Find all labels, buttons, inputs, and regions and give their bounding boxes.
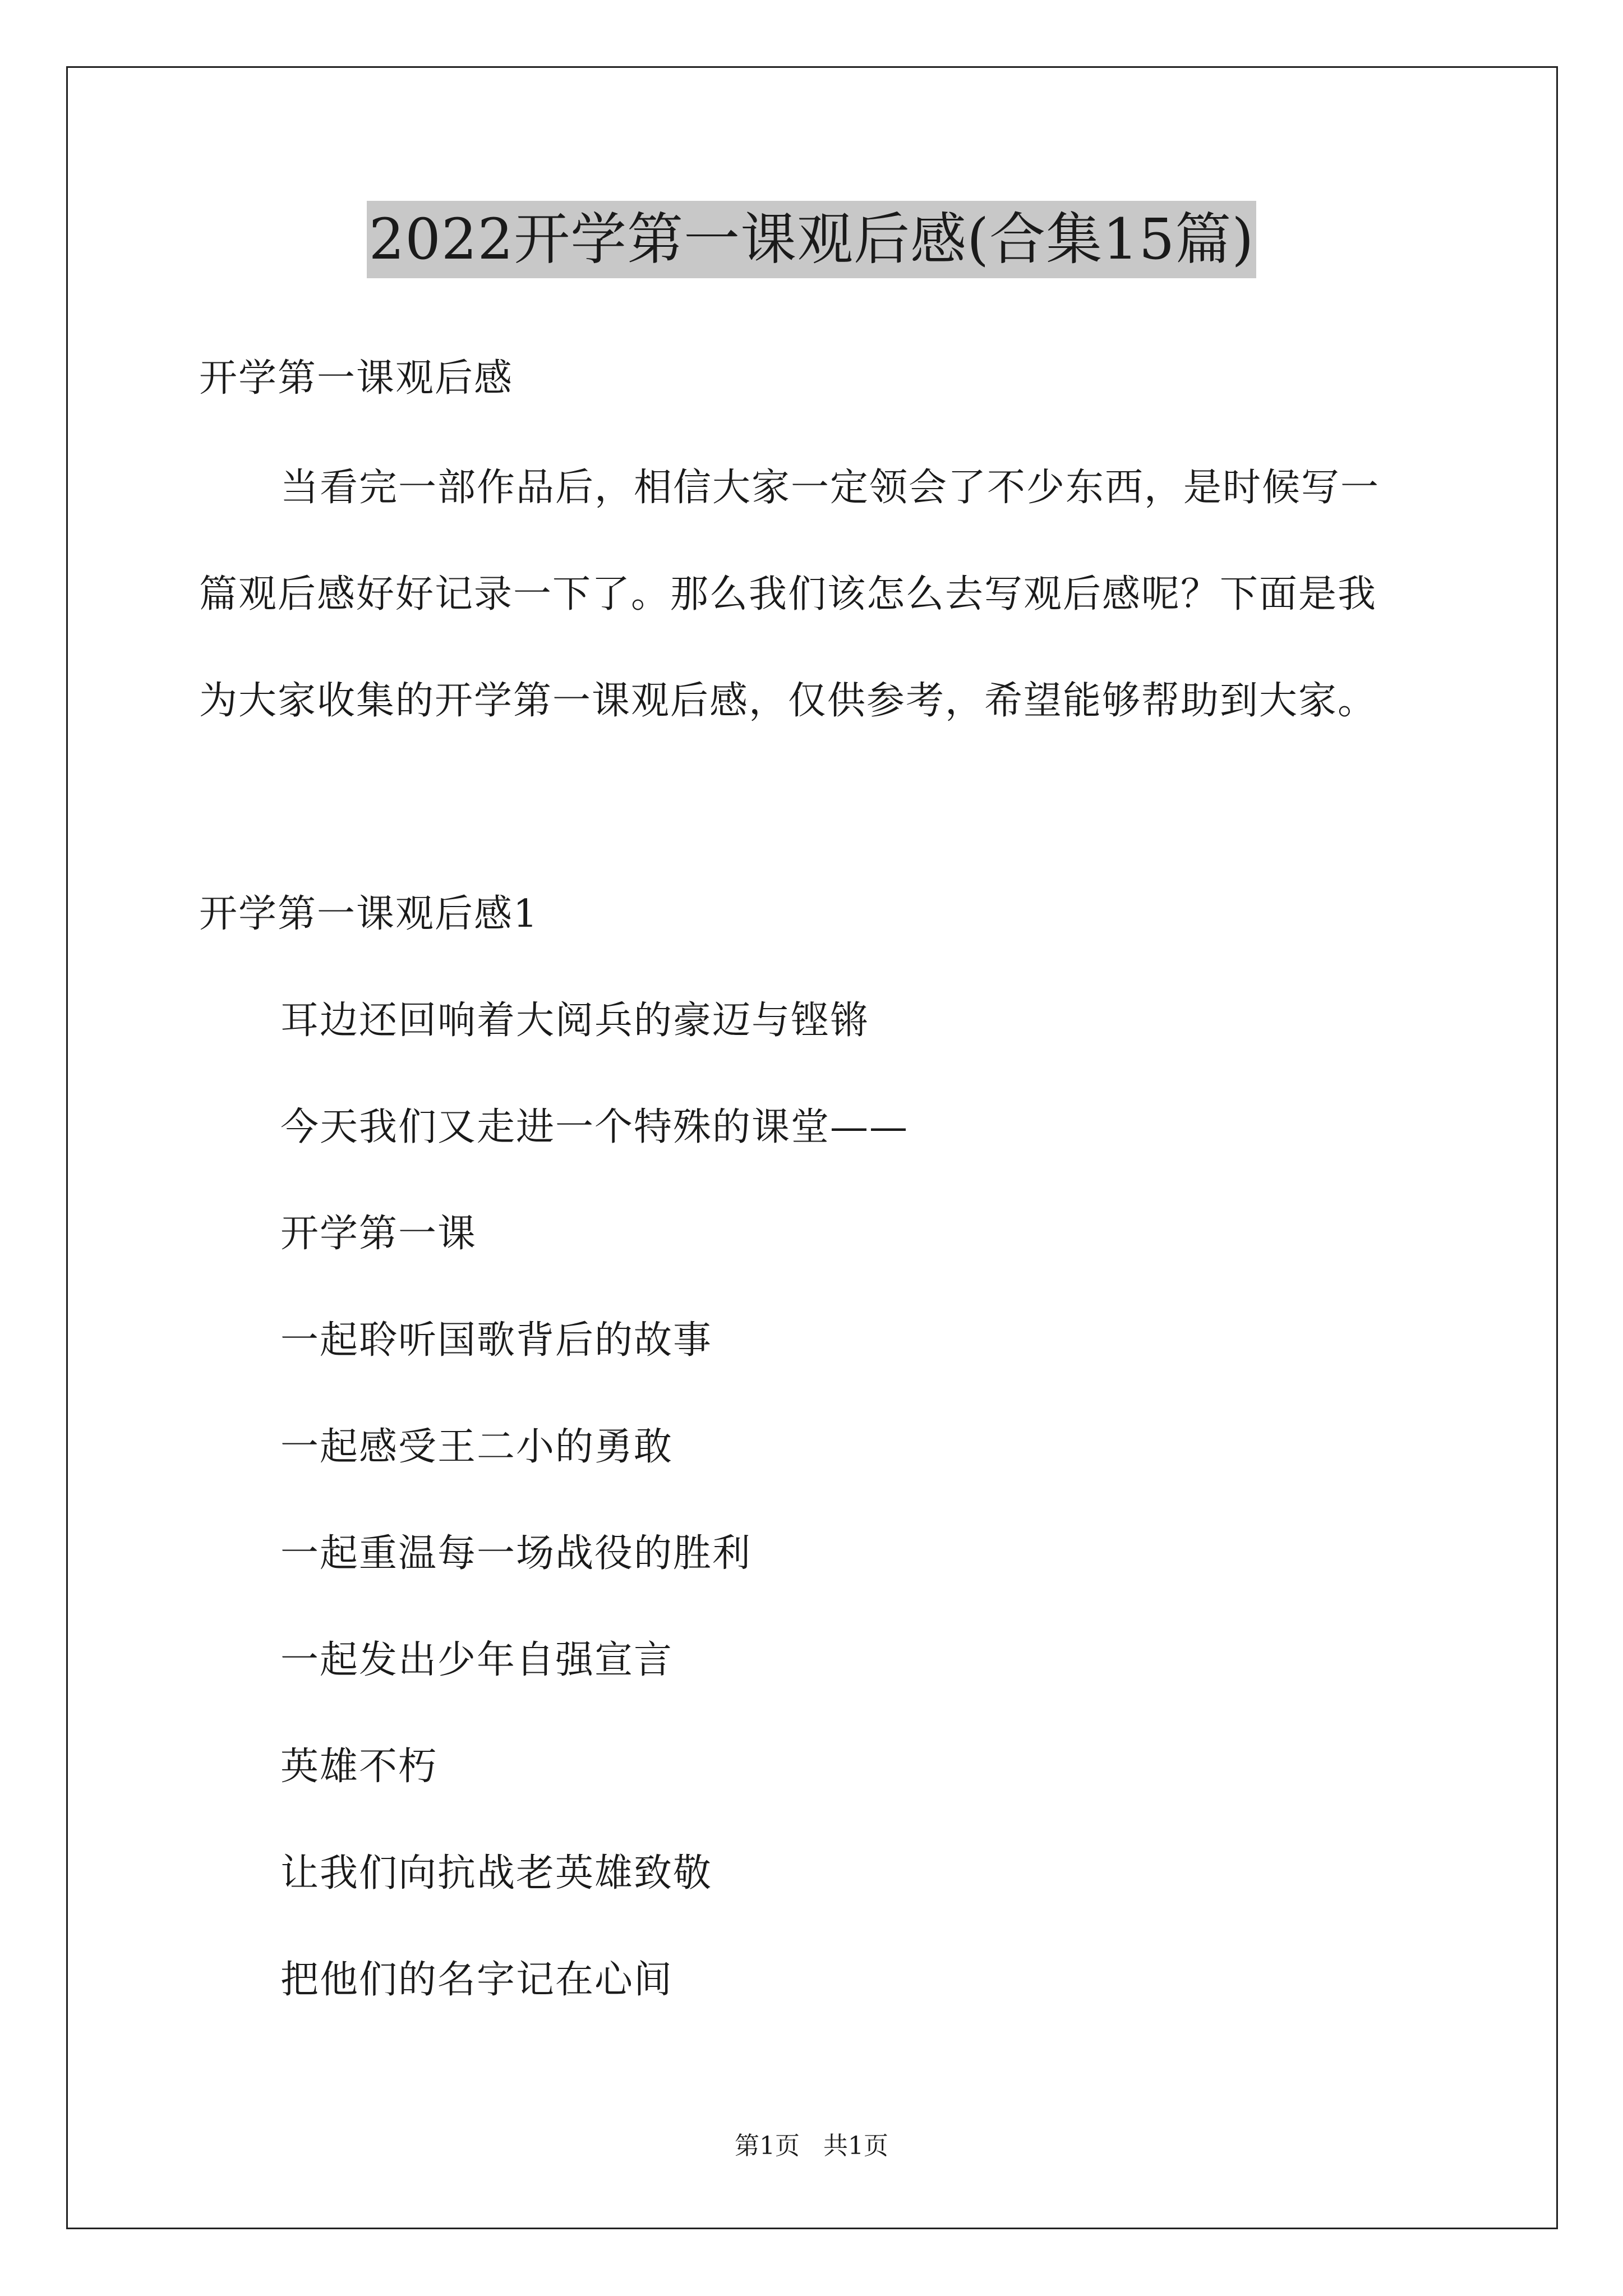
essay-line: 一起聆听国歌背后的故事 — [280, 1318, 713, 1363]
essay-line: 一起发出少年自强宣言 — [280, 1638, 674, 1682]
essay-line: 把他们的名字记在心间 — [280, 1958, 674, 2002]
page-footer: 第1页 共1页 — [735, 2132, 888, 2160]
document-title — [0, 201, 1623, 278]
essay-line: 让我们向抗战老英雄致敬 — [280, 1851, 713, 1895]
essay-line: 开学第一课 — [280, 1212, 477, 1256]
essay-line: 英雄不朽 — [280, 1745, 438, 1789]
intro-line-1: 当看完一部作品后，相信大家一定领会了不少东西，是时候写一 — [280, 466, 1380, 510]
essay-line: 耳边还回响着大阅兵的豪迈与铿锵 — [280, 999, 870, 1043]
essay-line: 今天我们又走进一个特殊的课堂—— — [280, 1105, 909, 1149]
intro-line-2: 篇观后感好好记录一下了。那么我们该怎么去写观后感呢？下面是我 — [199, 572, 1377, 616]
essay-line: 一起感受王二小的勇敢 — [280, 1425, 674, 1469]
intro-line-3: 为大家收集的开学第一课观后感，仅供参考，希望能够帮助到大家。 — [199, 679, 1377, 723]
essay-heading: 开学第一课观后感1 — [199, 892, 539, 936]
section-heading: 开学第一课观后感 — [199, 356, 514, 401]
essay-line: 一起重温每一场战役的胜利 — [280, 1531, 752, 1576]
title-text: 2022开学第一课观后感(合集15篇) — [367, 201, 1257, 278]
